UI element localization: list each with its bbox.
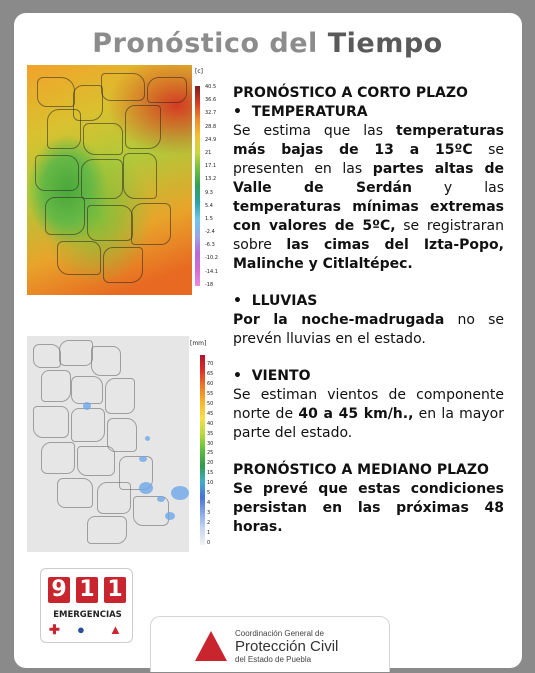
rain-scale-label: 15 [207,470,214,477]
fire-icon: ▲ [109,622,122,637]
page-title [0,28,535,59]
text-segment: temperaturas más bajas de 13 a 15ºC [233,123,504,158]
rain-scale-label: 55 [207,390,214,397]
temperature-color-scale [195,86,200,286]
rain-body [233,311,504,349]
temperature-heading: • TEMPERATURA [233,104,368,120]
wind-body [233,386,504,443]
pc-line3: del Estado de Puebla [235,655,312,664]
logo-digit: 1 [104,577,126,603]
pc-line2: Protección Civil [235,638,339,655]
title-part2: Tiempo [327,28,443,59]
temperature-scale-label: -14.1 [205,268,218,275]
text-segment: no se prevén lluvias en el estado. [233,312,504,347]
rain-scale-label: 40 [207,420,214,427]
emergency-911-logo [40,568,133,643]
proteccion-civil-logo [150,616,390,672]
rain-scale-label: 45 [207,410,214,417]
logo-digit: 9 [48,577,70,603]
text-segment: partes altas de Valle de Serdán [233,161,504,196]
rain-scale-label: 60 [207,380,214,387]
temperature-scale-label: 24.9 [205,136,217,143]
temperature-scale-label: 9.3 [205,189,213,196]
rain-scale-label: 2 [207,520,211,526]
rain-scale-label: 70 [207,361,214,367]
temperature-scale-label: 40.5 [205,84,217,90]
temperature-scale-labels [205,84,218,288]
temperature-scale-label: -10.2 [205,255,218,262]
wind-heading-label: VIENTO [251,368,311,384]
rain-map [27,336,189,552]
pc-line1: Coordinación General de [235,629,324,638]
text-segment: temperaturas mínimas extremas con valores de 5ºC, [233,199,504,234]
police-cap-icon: ● [77,622,85,637]
rain-scale-label: 25 [207,450,214,457]
triangle-icon [195,631,227,661]
temperature-scale-label: -18 [205,281,214,288]
emergency-label: EMERGENCIAS [53,610,122,620]
rain-scale-label: 5 [207,490,211,497]
rain-legend-unit: [mm] [190,340,207,347]
temperature-body [233,122,504,274]
rain-color-scale [200,355,205,545]
rain-scale-label: 50 [207,400,214,407]
rain-scale-label: 30 [207,440,214,447]
wind-heading: • VIENTO [233,368,311,384]
rain-scale-label: 1 [207,529,211,536]
medium-term-body: Se prevé que estas condiciones persistan en las próximas 48 horas. [233,481,504,535]
rain-scale-labels [207,361,213,546]
short-term-heading: PRONÓSTICO A CORTO PLAZO [233,85,468,101]
logo-digit: 1 [76,577,98,603]
temperature-scale-label: 17.1 [205,163,217,170]
text-segment: en la mayor parte del estado. [233,406,504,441]
text-segment: se presenten en las [233,142,505,177]
temperature-scale-label: 5.4 [205,202,213,209]
temperature-scale-label: -2.4 [205,229,215,236]
temperature-scale-label: 13.2 [205,176,217,183]
rain-heading-label: LLUVIAS [251,293,318,309]
rain-heading: • LLUVIAS [233,293,318,309]
title-part1: Pronóstico del [92,28,318,59]
text-segment: se registraran sobre [233,218,504,253]
rain-scale-label: 4 [207,500,211,507]
rain-scale-label: 65 [207,370,214,377]
rain-scale-label: 10 [207,480,214,487]
temperature-scale-label: 32.7 [205,110,217,117]
medium-term-heading: PRONÓSTICO A MEDIANO PLAZO [233,462,489,478]
temperature-scale-label: -6.3 [205,242,215,249]
temperature-scale-label: 28.8 [205,123,217,130]
rain-scale-label: 35 [207,430,214,437]
rain-scale-label: 3 [207,510,211,517]
temperature-legend-unit: [c] [195,68,203,75]
text-segment: Por la noche-madrugada [233,312,445,328]
red-cross-icon: ✚ [49,622,60,637]
rain-scale-label: 20 [207,460,214,467]
text-segment: las cimas del Izta-Popo, Malinche y Citlaltépec. [233,237,504,272]
rain-scale-label: 0 [207,539,211,546]
text-segment: 40 a 45 km/h., [298,406,414,422]
text-segment: Se estima que las [233,123,396,139]
text-segment: Se estiman vientos de componente norte de [233,387,504,422]
temperature-scale-label: 36.6 [205,97,217,104]
temperature-scale-label: 21 [205,149,212,156]
temperature-map [27,65,192,295]
temperature-scale-label: 1.5 [205,215,213,222]
temperature-heading-label: TEMPERATURA [251,104,368,120]
forecast-text [233,84,504,537]
text-segment: y las [411,180,504,196]
